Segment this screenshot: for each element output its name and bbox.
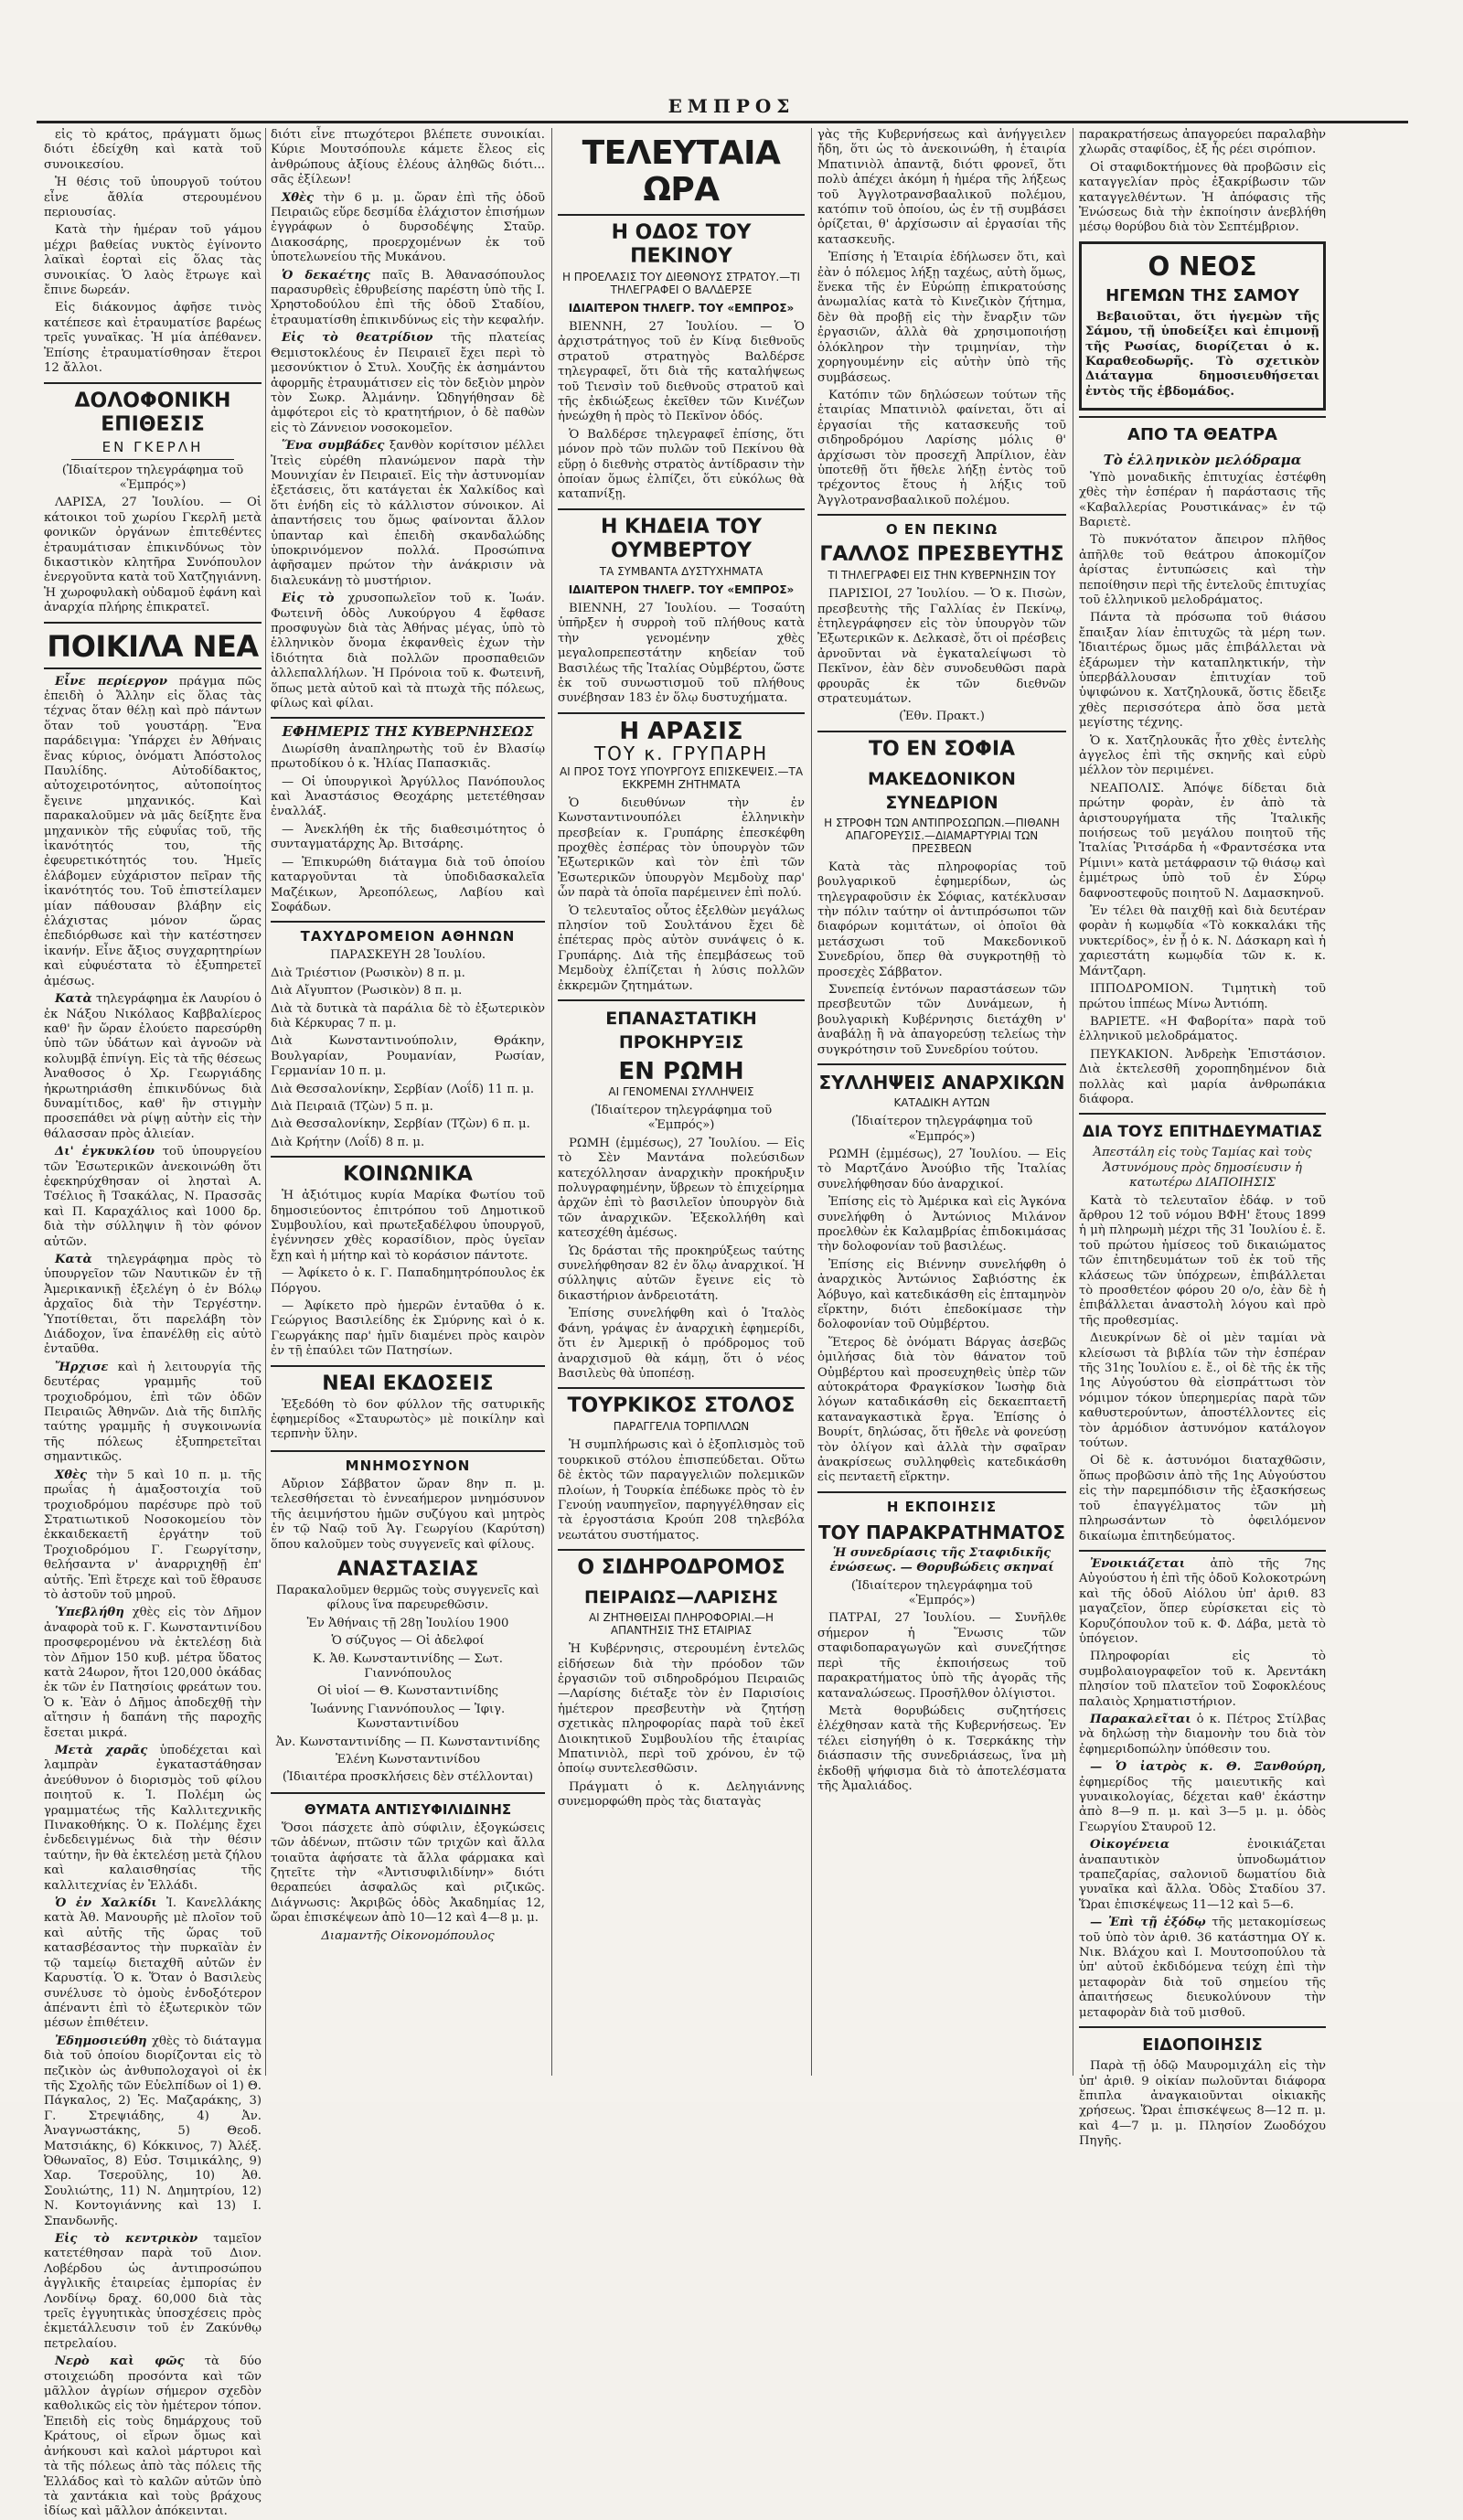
divider <box>558 1549 805 1551</box>
news-item-kicker: Ἤρχισε <box>55 1360 109 1374</box>
subheadline-melodrama: Τὸ ἑλληνικὸν μελόδραμα <box>1103 452 1302 469</box>
news-item-kicker: Παρακαλεῖται <box>1090 1712 1191 1726</box>
news-item <box>1079 1713 1326 1757</box>
headline-peking-road: Η ΟΔΟΣ ΤΟΥ ΠΕΚΙΝΟΥ <box>611 221 752 268</box>
article-paragraph: — Ἀφίκετο πρὸ ἡμερῶν ἐνταῦθα ὁ κ. Γεώργιος Βασιλείδης ἐκ Σμύρνης καὶ ὁ κ. Γεωργάκης παρ' ἡμῖν διαμένει πρὸς καιρὸν ἐν τῇ ἐπαύλει τῶν Πατησίων. <box>271 1299 545 1359</box>
headline-grypari: ΤΟΥ κ. ΓΡΥΠΑΡΗ <box>593 742 769 764</box>
headline-new-editions: ΝΕΑΙ ΕΚΔΟΣΕΙΣ <box>322 1372 494 1395</box>
news-item <box>44 2034 262 2229</box>
subheadline: ΤΑ ΣΥΜΒΑΝΤΑ ΔΥΣΤΥΧΗΜΑΤΑ <box>599 564 764 578</box>
news-item-kicker: Χθὲς <box>55 1468 88 1482</box>
news-item-text: καὶ ἡ λειτουργία τῆς δευτέρας γραμμῆς τοῦ τροχιοδρόμου, ἐπὶ τῶν ὁδῶν Πειραιῶς Ἀθηνῶν. Διὰ τῆς διπλῆς ταύτης γραμμῆς ἡ συγκοινωνία τῆς πόλεως ἐξυπηρετεῖται σημαντικῶς. <box>44 1360 262 1465</box>
article-paragraph: Ἰωάννης Γιαννόπουλος — Ἰφιγ. Κωνσταντινίδου <box>310 1702 506 1732</box>
news-item <box>1079 1838 1326 1913</box>
article-paragraph: Παρὰ τῇ ὁδῷ Μαυρομιχάλη εἰς τὴν ὑπ' ἀριθ. 9 οἰκίαν πωλοῦνται διάφορα ἔπιπλα ἀναγκαιοῦνται οἰκιακῆς χρήσεως. Ὥραι ἐπισκέψεως 8—12 π. μ. καὶ 4—7 μ. μ. Πλησίον Ζωοδόχου Πηγῆς. <box>1079 2059 1326 2149</box>
news-item-kicker: Ὁ ἐν Χαλκίδι <box>55 1896 157 1911</box>
news-item-kicker: Ὁ δεκαέτης <box>282 268 370 283</box>
article-paragraph: Ὁ τελευταῖος οὗτος ἐξελθὼν μεγάλως πλησίον τοῦ Σουλτάνου ἔχει δὲ ἐπέτερας πρὸς αὐτὸν συνάψεις ὁ κ. Γρυπάρης. Διὰ τῆς ἐπεμβάσεως τοῦ Μεμδοὺχ ἐλπίζεται ἡ λύσις πολλῶν ἐκκρεμῶν ζητημάτων. <box>558 903 805 993</box>
divider <box>1079 1550 1326 1552</box>
news-item <box>271 331 545 436</box>
divider <box>71 459 234 460</box>
subheadline: Η ΠΡΟΕΛΑΣΙΣ ΤΟΥ ΔΙΕΘΝΟΥΣ ΣΤΡΑΤΟΥ.—ΤΙ ΤΗΛΕΓΡΑΦΕΙ Ο ΒΑΛΔΕΡΣΕ <box>561 271 801 296</box>
news-item <box>1079 1650 1326 1710</box>
subheadline: ΑΙ ΠΡΟΣ ΤΟΥΣ ΥΠΟΥΡΓΟΥΣ ΕΠΙΣΚΕΨΕΙΣ.—ΤΑ ΕΚΚΡΕΜΗ ΖΗΤΗΜΑΤΑ <box>559 764 804 791</box>
divider <box>558 214 805 216</box>
article-paragraph: Κ. Ἀθ. Κωνσταντινίδης — Σωτ. Γιαννόπουλος <box>313 1651 503 1681</box>
article-paragraph: Ἡ θέσις τοῦ ὑπουργοῦ τούτου εἶνε ἄθλία στερουμένου περιουσίας. <box>44 176 262 220</box>
article-paragraph: Βεβαιοῦται, ὅτι ἡγεμὼν τῆς Σάμου, τῇ ὑποδείξει καὶ ἐπιμονῇ τῆς Ρωσίας, διορίζεται ὁ κ. Καραθεοδωρῆς. Τὸ σχετικὸν Διάταγμα δημοσιευθήσεται ἐντὸς τῆς ἑβδομάδος. <box>1085 309 1319 399</box>
news-item <box>271 439 545 589</box>
article-paragraph: Ἐπίσης εἰς τὸ Ἀμέρικα καὶ εἰς Ἀγκόνα συνελήφθη ὁ Ἀντώνιος Μιλάνον προελθὼν ἐκ Καλαμβρίας ἐπιδοκιμάσας τὴν δολοφονίαν τοῦ βασιλέως. <box>817 1195 1066 1255</box>
news-item-kicker: Εἰς τὸ <box>282 592 335 606</box>
article-paragraph: Ὁ σύζυγος — Οἱ ἀδελφοί <box>331 1634 485 1649</box>
article-paragraph: ΠΑΤΡΑΙ, 27 Ἰουλίου. — Συνῆλθε σήμερον ἡ Ἕνωσις τῶν σταφιδοπαραγωγῶν καὶ συνεζήτησε περὶ τῆς ἐκποιήσεως τοῦ παρακρατήματος ὑπὸ τῆς ἀγορᾶς τῆς καταναλώσεως. Προσῆλθον ὀλίγιστοι. <box>817 1611 1066 1701</box>
news-item-kicker: Χθὲς <box>282 190 315 205</box>
news-item <box>271 592 545 711</box>
headline-anastasias: ΑΝΑΣΤΑΣΙΑΣ <box>336 1557 479 1581</box>
headline-anarchist-arrests: ΣΥΛΛΗΨΕΙΣ ΑΝΑΡΧΙΚΩΝ <box>818 1072 1065 1094</box>
headline-in-sofia: ΤΟ ΕΝ ΣΟΦΙΑ <box>868 737 1016 761</box>
news-item <box>44 2354 262 2519</box>
source-credit: (Ἐθν. Πρακτ.) <box>899 710 985 724</box>
news-item-text: τῆς πλατείας Θεμιστοκλέους ἐν Πειραιεῖ ἔχει περὶ τὸ μεσονύκτιον ὁ Στυλ. Χουζῆς ἐκ ἀσημάντου ἀφορμῆς ἐτραυμάτισεν εἰς τὸν δεξιὸν μηρὸν τὸν Σωκρ. Ἀλμάνην. Ὡδηγήθησαν δὲ ἀμφότεροι εἰς τὸ κρατητήριον, ὁ δὲ παθὼν εἰς τὸ Ζάννειον νοσοκομεῖον. <box>271 331 545 435</box>
subheadline: ΑΙ ΖΗΤΗΘΕΙΣΑΙ ΠΛΗΡΟΦΟΡΙΑΙ.—Η ΑΠΑΝΤΗΣΙΣ ΤΗΣ ΕΤΑΙΡΙΑΣ <box>588 1611 774 1638</box>
divider <box>1079 2026 1326 2028</box>
headline-victims: ΘΥΜΑΤΑ ΑΝΤΙΣΥΦΙΛΙΔΙΝΗΣ <box>304 1800 512 1818</box>
divider <box>817 731 1066 732</box>
article-paragraph: — Ἐπικυρώθη διάταγμα διὰ τοῦ ὁποίου καταργοῦνται τὰ ὑποδιδασκαλεῖα Μαζέικων, Ἀρεοπόλεως, Λαβίου καὶ Σοφάδων. <box>271 855 545 914</box>
article-paragraph: Διὰ τὰ δυτικὰ τὰ παράλια δὲ τὸ ἐξωτερικὸν διὰ Κέρκυρας 7 π. μ. <box>271 1001 545 1030</box>
news-item-kicker: Ὑπεβλήθη <box>55 1606 124 1620</box>
article-paragraph: Τὸ πυκνότατον ἄπειρον πλῆθος ἀπῆλθε τοῦ θεάτρου ἀποκομίζον ἀρίστας ἐντυπώσεις καὶ τὴν πεποίθησιν περὶ τῆς ἐντελοῦς ἐπιτυχίας τοῦ ἑλληνικοῦ μελοδράματος. <box>1079 533 1326 607</box>
subheadline: ΠΑΡΑΓΓΕΛΙΑ ΤΟΡΠΙΛΛΩΝ <box>613 1420 750 1434</box>
theatre-body <box>1079 471 1326 1108</box>
subheadline: ΚΑΤΑΔΙΚΗ ΑΥΤΩΝ <box>893 1096 990 1110</box>
masthead: ΕΜΠΡΟΣ <box>667 95 796 117</box>
col2-news-items <box>271 191 545 712</box>
news-item <box>1079 1760 1326 1835</box>
column-4 <box>817 128 1066 2076</box>
headline-gazette: ΕΦΗΜΕΡΙΣ ΤΗΣ ΚΥΒΕΡΝΗΣΕΩΣ <box>282 723 534 741</box>
article-paragraph: Κατὰ τὴν ἡμέραν τοῦ γάμου μέχρι βαθείας νυκτὸς ἐγίνοντο λαϊκαὶ ἑορταὶ εἰς ὅλας τὰς συνοικίας. Ὁ λαὸς ἔτρωγε καὶ ἔπινε δωρεάν. <box>44 223 262 298</box>
article-paragraph: Ὡς δράσται τῆς προκηρύξεως ταύτης συνελήφθησαν 82 ἐν ὅλῳ ἀναρχικοί. Ἡ σύλληψις αὐτῶν ἔγεινε εἰς τὸ δικαστήριον ἀνδρειοτάτη. <box>558 1244 805 1303</box>
article-paragraph: — Οἱ ὑπουργικοὶ Ἀργύλλος Πανόπουλος καὶ Ἀναστάσιος Θεοχάρης μετετέθησαν ἐναλλάξ. <box>271 774 545 819</box>
article-paragraph: Ἡ Κυβέρνησις, στερουμένη ἐντελῶς εἰδήσεων διὰ τὴν πρόοδον τῶν ἐργασιῶν τοῦ σιδηροδρόμου Πειραιῶς—Λαρίσης διέταξε τὸν ἐν Παρισίοις ἡμέτερον πρεσβευτὴν νὰ ζητήσῃ σχετικὰς πληροφορίας παρὰ τοῦ ἐκεῖ Διοικητικοῦ Συμβουλίου τῆς ἑταιρίας Μπατινιὸλ, περὶ τοῦ χρόνου, ἐν τῷ ὁποίῳ συντελεσθῶσιν. <box>558 1642 805 1777</box>
article-paragraph: Ὁ κ. Χατζηλουκᾶς ἦτο χθὲς ἐντελὴς ἀγγελος ἐπὶ τῆς σκηνῆς καὶ εὐρὺ μέλλον τὸν περιμένει. <box>1079 733 1326 778</box>
news-item-kicker: Ἕνα συμβάδες <box>282 439 385 454</box>
divider <box>558 712 805 714</box>
article-paragraph: Κατὰ τὸ τελευταῖον ἐδάφ. ν τοῦ ἄρθρου 12 τοῦ νόμου ΒΦΗ' ἔτους 1899 ἡ μὴ πληρωμὴ μέχρι τῆς 31 Ἰουλίου ἑ. ἔ. τοῦ πρώτου ἡμίσεος τοῦ δικαιώματος τῶν ἐπιτηδευμάτων τοῦ ἐκ τοῦ τῆς κλάσεως τῶν ὑπόχρεων, ἐπιβάλλεται τὸ προσθετέον φόρου 20 ο/ο, ἐὰν δὲ ἡ ἐπιβάλλεται ἀναστολὴ λόγου καὶ πρὸ τῆς προθεσμίας. <box>1079 1193 1326 1328</box>
subheadline: ΤΙ ΤΗΛΕΓΡΑΦΕΙ ΕΙΣ ΤΗΝ ΚΥΒΕΡΝΗΣΙΝ ΤΟΥ <box>828 569 1056 582</box>
col1-news-items <box>44 675 262 2520</box>
headline-from-the-theatres: ΑΠΟ ΤΑ ΘΕΑΤΡΑ <box>1127 425 1277 445</box>
article-paragraph: Ὁ Βαλδέρσε τηλεγραφεῖ ἐπίσης, ὅτι μόνον πρὸ τῶν πυλῶν τοῦ Πεκίνου θὰ εὕρῃ ὁ διεθνὴς στρατὸς ἀντίδρασιν τὴν ὁποίαν ὅμως ἐλπίζει, ὅτι εὐκόλως θὰ καταπνίξῃ. <box>558 427 805 502</box>
article-paragraph: Εἰς διάκονμος ἀφῆσε τινὸς κατέπεσε καὶ ἐτραυματίσε βαρέως τρεῖς γυναῖκας. Ἡ μία ἀπέθανεν. Ἐπίσης ἐτραυματίσθησαν ἕτεροι 12 ἄλλοι. <box>44 301 262 376</box>
article-paragraph: — Ἀφίκετο ὁ κ. Γ. Παπαδημητρόπουλος ἐκ Πόργου. <box>271 1266 545 1296</box>
news-item-text: ὑποδέχεται καὶ λαμπρὰν ἐγκαταστάθησαν ἀνεύθυνον ὁ διορισμὸς τοῦ φίλου ποιητοῦ κ. Ἰ. Πολέμη ὡς γραμματέως τῆς Καλλιτεχνικῆς Πινακοθήκης. Ὁ κ. Πολέμης ἔχει ἐνδεδειγμένως διὰ τὴν θέσιν ταύτην, ἣν θὰ ἐκτελέσῃ μετὰ ζήλου καὶ καλαισθησίας τῆς καλλιτεχνίας ἐν Ἑλλάδι. <box>44 1744 262 1893</box>
article-paragraph: Οἱ δὲ κ. ἀστυνόμοι διαταχθῶσιν, ὅπως προβῶσιν ἀπὸ τῆς 1ης Αὐγούστου εἰς τὴν παρεμπόδισιν τῆς ἐξασκήσεως τοῦ ἐπαγγέλματος τῶν μὴ πληρωσάντων τὸ ὀφειλόμενον δικαίωμα ἐπιτηδεύματος. <box>1079 1454 1326 1543</box>
article-paragraph: ΒΙΕΝΝΗ, 27 Ἰουλίου. — Ὁ ἀρχιστράτηγος τοῦ ἐν Κίνᾳ διεθνοῦς στρατοῦ στρατηγὸς Βαλδέρσε τηλεγραφεῖ, ὅτι διὰ τῆς καταλήψεως τοῦ Τιενσὶν τοῦ διεθνοῦς στρατοῦ καὶ τῆς ἐκδιώξεως ἐκεῖθεν τῶν Κινέζων ἠνεώχθη ἡ πρὸς τὸ Πεκῖνον ὁδός. <box>558 320 805 424</box>
news-item <box>44 1145 262 1250</box>
article-paragraph: Ἐπίσης συνελήφθη καὶ ὁ Ἰταλὸς Φάνη, γράψας ἐν ἀναρχικὴ ἐφημερίδι, ὅτι ἐν Ἀμερικῇ ὁ πρόδρομος τοῦ ἀναρχισμοῦ θὰ κάμῃ, ὅτι ὁ νέος Βασιλεὺς θὰ ὑποπέσῃ. <box>558 1307 805 1381</box>
article-paragraph: Πάντα τὰ πρόσωπα τοῦ θιάσου ἔπαιξαν λίαν ἐπιτυχῶς τὰ μέρη των. Ἰδιαιτέρως ὅμως μᾶς ἐπιβάλλεται νὰ ἐξάρωμεν τὴν καταπληκτικήν, τὴν ὑπερβάλλουσαν ἐπιτυχίαν τοῦ ὑψιφώνου κ. Χατζηλουκᾶ, ὅστις ἔδειξε χθὲς περισσότερα ἀπὸ ὅσα μετὰ μεγίστης τέχνης. <box>1079 611 1326 731</box>
news-item <box>271 191 545 266</box>
article-paragraph: Παρακαλοῦμεν θερμῶς τοὺς συγγενεῖς καὶ φίλους ἵνα παρευρεθῶσιν. <box>276 1583 539 1613</box>
headline-post-office: ΤΑΧΥΔΡΟΜΕΙΟΝ ΑΘΗΝΩΝ <box>300 928 516 945</box>
article-paragraph: Ἐξεδόθη τὸ 6ον φύλλον τῆς σατυρικῆς ἐφημερίδος «Σταυρωτὸς» μὲ ποικίλην καὶ τερπνὴν ὕλην. <box>271 1397 545 1442</box>
news-item-text: χθὲς τὸ διάταγμα διὰ τοῦ ὁποίου διορίζονται εἰς τὸ πεζικὸν ὡς ἀνθυπολοχαγοὶ οἱ ἐκ τῆς Σχολῆς τῶν Εὐελπίδων οἱ 1) Θ. Πάγκαλος, 2) Ἐς. Μαζαράκης, 3) Γ. Στρεψιάδης, 4) Ἀν. Ἀναγνωστάκης, 5) Θεοδ. Ματσιάκης, 6) Κόκκινος, 7) Ἀλέξ. Ὀθωναῖος, 8) Εὐσ. Τσιμικάλης, 9) Χαρ. Τσεροῦλης, 10) Ἀθ. Σουλιώτης, 11) Ν. Δημητρίου, 12) Ν. Κοντογιάννης καὶ 13) Ι. Σπανδωνῆς. <box>44 2034 262 2228</box>
news-item-text: τὴν 6 μ. μ. ὥραν ἐπὶ τῆς ὁδοῦ Πειραιῶς εὕρε δεσμίδα ἐλάχιστον ἐπισήμων ἐγγράφων ὁ δυρσοδέψης Σταῦρ. Διακοσάρης, προερχομένων ἐκ τοῦ ὑποτελωνείου τῆς Μυκάνου. <box>271 190 546 265</box>
headline-railway: Ο ΣΙΔΗΡΟΔΡΟΜΟΣ <box>577 1556 785 1580</box>
memorial-signatures <box>271 1584 545 1786</box>
headline-turkish-fleet: ΤΟΥΡΚΙΚΟΣ ΣΤΟΛΟΣ <box>567 1394 796 1418</box>
news-item <box>44 992 262 1142</box>
article-paragraph: Διὰ Κωνσταντινούπολιν, Θράκην, Βουλγαρίαν, Ρουμανίαν, Ρωσίαν, Γερμανίαν 10 π. μ. <box>271 1034 545 1079</box>
headline-piraeus-larissa: ΠΕΙΡΑΙΩΣ—ΛΑΡΙΣΗΣ <box>583 1587 779 1608</box>
news-item-kicker: Κατὰ <box>55 1253 92 1266</box>
column-divider <box>551 128 552 2076</box>
article-paragraph: Ὑπὸ μοναδικῆς ἐπιτυχίας ἐστέφθη χθὲς τὴν ἑσπέραν ἡ παράστασις τῆς «Καβαλλερίας Ρουστικάνας» ἐν τῷ Βαριετὲ. <box>1079 470 1326 529</box>
headline-murder-attack: ΔΟΛΟΦΟΝΙΚΗ ΕΠΙΘΕΣΙΣ <box>74 389 231 436</box>
divider <box>1079 1113 1326 1115</box>
headline-for-professionals: ΔΙΑ ΤΟΥΣ ΕΠΙΤΗΔΕΥΜΑΤΙΑΣ <box>1082 1123 1323 1142</box>
news-item-kicker: Δι' ἐγκυκλίου <box>55 1145 155 1159</box>
news-item-text: τηλεγράφημα πρὸς τὸ ὑπουργεῖον τῶν Ναυτικῶν ἐν τῇ Ἀμερικανικῇ ἐξελέγη ὁ ἐν Βόλῳ ἀρχαῖος διὰ τὴν Τεργέστην. Ὑποτίθεται, ὅτι παρελάβη τὸν Διάδοχον, ἵνα ἐπανέλθῃ εἰς αὐτὸ ἐνταῦθα. <box>44 1253 262 1357</box>
article-paragraph: Διὰ Θεσσαλονίκην, Σερβίαν (Λοΐδ) 11 π. μ. <box>271 1082 535 1096</box>
news-item <box>44 1253 262 1358</box>
news-item <box>271 269 545 329</box>
divider <box>44 667 262 669</box>
article-paragraph: ΒΙΕΝΝΗ, 27 Ἰουλίου. — Τοσαύτη ὑπῆρξεν ἡ συρροὴ τοῦ πλήθους κατὰ τὴν γενομένην χθὲς μεγαλοπρεπεστάτην κηδείαν τοῦ Βασιλέως τῆς Ἰταλίας Οὐμβέρτου, ὥστε ἐκ τοῦ συνωστισμοῦ τοῦ πλήθους συνέβησαν 183 ἐν ὅλῳ δυστυχήματα. <box>558 601 805 706</box>
article-paragraph: ΠΕΥΚΑΚΙΟΝ. Ἀνδρεὴκ Ἐπιστάσιον. Διὰ ἐκτελεσθῆ χοροπηδημένον διὰ πολλὰς καὶ μαρία ἀνθρωπάκια διάφορα. <box>1079 1047 1326 1106</box>
subheadline: Ἀπεστάλη εἰς τοὺς Ταμίας καὶ τοὺς Ἀστυνόμους πρὸς δημοσίευσιν ἡ κατωτέρω ΔΙΑΠΟΙΗΣΙΣ <box>1093 1146 1312 1191</box>
article-paragraph: ΠΑΡΙΣΙΟΙ, 27 Ἰουλίου. — Ὁ κ. Πισὼν, πρεσβευτὴς τῆς Γαλλίας ἐν Πεκίνῳ, ἐτηλεγράφησεν εἰς τὸν ὑπουργὸν τῶν Ἐξωτερικῶν κ. Δελκασὲ, ὅτι οἱ πρέσβεις ἀρνοῦνται νὰ ἐγκαταλείψωσι τὸ Πεκῖνον, ἐὰν δὲν συνοδευθῶσι παρὰ φρουρᾶς ἐκ τῶν διεθνῶν στρατευμάτων. <box>817 587 1066 706</box>
subheadline: ΑΙ ΓΕΝΟΜΕΝΑΙ ΣΥΛΛΗΨΕΙΣ <box>608 1085 754 1098</box>
headline-social: ΚΟΙΝΩΝΙΚΑ <box>343 1163 473 1187</box>
article-paragraph: Κατὰ τὰς πληροφορίας τοῦ βουλγαρικοῦ ἐφημερίδων, ὡς τηλεγραφοῦσιν ἐκ Σόφιας, κατέκλυσαν τὴν πόλιν ταύτην οἱ ἀντιπρόσωποι τῶν διαφόρων κομιτάτων, οἱ ὁποῖοι θὰ μετάσχωσι τοῦ Μακεδονικοῦ Συνεδρίου, ὅπερ θὰ συγκροτηθῇ τὸ προσεχὲς Σάββατον. <box>817 860 1066 979</box>
news-item-text: ἐνοικιάζεται ἀναπαυτικὸν ὑπνοδωμάτιον τραπεζαρίας, σαλονιοῦ δωματίου διὰ γυναῖκα καὶ ἄλλα. Ὁδὸς Σταδίου 37. Ὥραι ἐπισκέψεως 11—12 καὶ 5—6. <box>1079 1838 1326 1912</box>
column-1 <box>44 128 262 2519</box>
news-item <box>1079 1916 1326 2021</box>
divider <box>271 1365 545 1367</box>
telegram-tag: (Ἰδιαίτερον τηλεγράφημα τοῦ «Ἐμπρός») <box>590 1104 773 1133</box>
news-item-kicker: Κατὰ <box>55 992 92 1007</box>
column-divider <box>811 128 812 2076</box>
news-item <box>44 1361 262 1466</box>
article-paragraph: ΙΠΠΟΔΡΟΜΙΟΝ. Τιμητικὴ τοῦ πρώτου ἱππέως Μίνω Ἀντιόπη. <box>1079 982 1326 1011</box>
news-item-text: πράγμα πῶς ἐπειδὴ ὁ Ἄλλην εἰς ὅλας τὰς τέχνας ὅταν θέλῃ καὶ πρὸ πάντων ὅταν τοῦ γουστάρῃ. Ἕνα παράδειγμα: Ὑπάρχει ἐν Ἀθήναις ἕνας κύριος, ὀνόματι Ἀπόστολος Παυλίδης. Αὐτοδίδακτος, αὐτοχειροτόνητος, αὐτοποίητος ἔγεινε μηχανικός. Καὶ παρακαλοῦμεν νὰ μᾶς δείξητε ἕνα μηχανικὸν τῆς εὐφυΐας τοῦ, τῆς ἱκανότητός του, τῆς ἐφευρετικότητός του. Ἡμεῖς ἐλάβομεν εὐχάριστον πεῖραν τῆς ἱκανότητός του. Τοῦ ἐπιστείλαμεν μίαν πάθουσαν βλάβην εἰς ἐλάχιστας μόνον ὥρας ἐπεδιόρθωσε καὶ τὴν κατέστησεν ἱκανήν. Εἶνε ἄξιος συγχαρητηρίων καὶ εὐφυέστατα τὸ ἐξυπηρετεῖ ἀμέσως. <box>44 674 262 988</box>
post-schedule <box>271 966 545 1150</box>
news-item-kicker: Εἶνε περίεργον <box>55 674 168 689</box>
anarchist-arrests-body <box>817 1148 1066 1486</box>
news-item-text: ὁ κ. Πέτρος Στίλβας νὰ δηλώσῃ τὴν διαμονὴν του διὰ τὸν ἐφημεριδοπώλην ὑπόθεσιν του. <box>1079 1712 1326 1757</box>
article-paragraph: Πράγματι ὁ κ. Δεληγιάννης συνεμορφώθη πρὸς τὰς διαταγὰς <box>558 1779 805 1810</box>
divider <box>817 1491 1066 1493</box>
news-item-kicker: Ἐδημοσιεύθη <box>55 2034 147 2048</box>
article-paragraph: Ἐλένη Κωνσταντινίδου <box>336 1752 480 1767</box>
article-paragraph: γὰς τῆς Κυβερνήσεως καὶ ἀνήγγειλεν ἤδη, ὅτι ὡς τὸ ἀνεκοινώθη, ἡ ἑταιρία Μπατινιὸλ ἀπαντᾷ, διότι φρονεῖ, ὅτι πολὺ ἀπέχει ἀκόμη ἡ ἡμέρα τῆς λήξεως τοῦ Ἀγγλοτρανσβααλικοῦ πολέμου, κατόπιν τοῦ ὁποίου, ὡς ἐν τῇ συμβάσει ὁρίζεται, θ' ἀρχίσωσιν αἱ ἐργασίαι τῆς κατασκευῆς. <box>817 128 1066 247</box>
post-date: ΠΑΡΑΣΚΕΥΗ 28 Ἰουλίου. <box>329 948 486 963</box>
article-paragraph: Κατόπιν τῶν δηλώσεων τούτων τῆς ἑταιρίας Μπατινιὸλ φαίνεται, ὅτι αἱ ἐργασίαι τῆς κατασκευῆς τοῦ σιδηροδρόμου Λαρίσης μόλις θ' ἀρχίσωσι τὸν προσεχῆ Ἀπρίλιον, ἐὰν ὑποτεθῇ ὅτι ἤθελε λήξῃ ἐντὸς τοῦ τρέχοντος ἔτους ἡ λήξις τοῦ Ἀγγλοτρανσβααλικοῦ πολέμου. <box>817 388 1066 507</box>
article-paragraph: ΝΕΑΠΟΛΙΣ. Ἀπόψε δίδεται διὰ πρώτην φορὰν, ἐν ἀπὸ τὰ ἀριστουργήματα τῆς Ἰταλικῆς ποιήσεως τοῦ μεγάλου ποιητοῦ τῆς Ἰταλίας Ῥιτσάρδα ἡ «Φραντσέσκα ντα Ρίμινι» κατὰ μετάφρασιν τῷ θιάσῳ καὶ ἐμμέτρως ὑπὸ τοῦ ἐν Σύρῳ δαφνοστεφοῦς ποιητοῦ Ν. Δαμασκηνοῦ. <box>1079 781 1326 901</box>
article-paragraph: Οἱ σταφιδοκτήμονες θὰ προβῶσιν εἰς καταγγελίαν πρὸς ἐξακρίβωσιν τῶν καταγγελθέντων. Ἡ ἀπόφασις τῆς Ἑνώσεως διὰ τὴν ἐκποίησιν ἀνεβλήθη μέσῳ θορύβου διὰ τὸν Σεπτέμβριον. <box>1079 160 1326 235</box>
news-item-kicker: Εἰς τὸ θεατρίδιον <box>282 331 433 346</box>
col5-notices <box>1079 1557 1326 2021</box>
divider <box>271 921 545 923</box>
article-paragraph: (Ἰδιαιτέρα προσκλήσεις δὲν στέλλονται) <box>282 1770 534 1785</box>
news-item-kicker: Ἐνοικιάζεται <box>1090 1556 1186 1571</box>
news-item-text: χρυσοπωλεῖον τοῦ κ. Ἰωάν. Φωτεινῆ ὁδὸς Λυκούργου 4 ἔφθασε προσφυγὼν διὰ τὰς Ἀθήνας μέγας, ὑπὸ τὸ ἑλληνικὸν ὄνομα ἐκφανθεὶς ἐχων τὴν ἰδιότητα διὰ πολλῶν προσπαθειῶν ἀλλεπαλλήλων. Ἡ Πρόνοια τοῦ κ. Φωτεινῆ, ὅπως μετὰ αὐτοῦ καὶ τὰ πτωχὰ τῆς πόλεως, φίλως καὶ φίλαι. <box>271 592 545 711</box>
headline-in-rome: ΕΝ ΡΩΜΗ <box>618 1058 744 1085</box>
news-item-text: Πληροφορίαι εἰς τὸ συμβολαιογραφεῖον τοῦ κ. Ἀρεντάκη πλησίον τοῦ πλατεῖον τοῦ Σοφοκλέους παλαιὸς Χρηματιστήριον. <box>1079 1650 1326 1709</box>
subheadline: Ἡ συνεδρίασις τῆς Σταφιδικῆς ἑνώσεως. — Θορυβώδεις σκηναί <box>829 1545 1054 1575</box>
divider <box>44 622 262 624</box>
article-paragraph: Ἡ συμπλήρωσις καὶ ὁ ἐξοπλισμὸς τοῦ τουρκικοῦ στόλου ἐπισπεύδεται. Οὕτω δὲ ἐκτὸς τῶν παραγγελιῶν πολεμικῶν πλοίων, ἡ Τουρκία ἐπέδωκε πρὸς τὸ ἐν Γενούῃ ναυπηγεῖον, παρηγγέλθησαν εἰς τὰ ἐργοστάσια Κρούπ 208 τηλεβόλα νεωτάτου συστήματος. <box>558 1438 805 1543</box>
memorial-notice <box>271 1450 545 1794</box>
professionals-body <box>1079 1194 1326 1544</box>
article-paragraph: Ἐν τέλει θὰ παιχθῇ καὶ διὰ δευτέραν φορὰν ἡ κωμῳδία «Τὸ κοκκαλάκι τῆς νυκτερίδος», ἐν ᾗ ὁ κ. Ν. Δάσκαρη καὶ ἡ χαριεστάτη κωμῳδία τῶν κ. κ. Μάντζαρη. <box>1079 904 1326 978</box>
divider <box>817 1063 1066 1065</box>
news-item-text: παῖς Β. Ἀθανασόπουλος παρασυρθεὶς ἐθρυβείσης παρέστη ὑπὸ τῆς Ι. Χρηστοδούλου ἐπὶ τῆς ὁδοῦ Σταδίου, ἐτραυματίσθη ἐπικινδύνως εἰς τὴν κεφαλήν. <box>271 268 545 327</box>
article-paragraph: Ἡ ἀξιότιμος κυρία Μαρίκα Φωτίου τοῦ δημοσιεύοντος ἐπιτρόπου τοῦ Δημοτικοῦ Συμβουλίου, καὶ πρωτεξαδέλφου ὑπουργοῦ, ἐγέννησεν χθὲς κορασίδιον, πρὸς ὑγεῖαν ἔχῃ καὶ ἡ μήτηρ καὶ τὸ κοράσιον πάντοτε. <box>271 1189 545 1263</box>
news-item-kicker: Εἰς τὸ κεντρικὸν <box>55 2232 198 2246</box>
column-3 <box>558 128 805 2076</box>
headline-various-news: ΠΟΙΚΙΛΑ ΝΕΑ <box>47 628 259 664</box>
news-item-text: τὰ δύο στοιχειώδη προσόντα καὶ τῶν μᾶλλον ἀγρίων σήμερον σχεδὸν καθολικῶς εἰς τὸν ἡμέτερον τόπον. Ἐπειδὴ εἰς τοὺς δημάρχους τοῦ Κράτους, οἱ εἴρων ὅμως καὶ ἀνήκουσι καὶ καλοὶ μάρτυροι καὶ τὰ τῆς πόλεως ἀπὸ τὰς πόλεις τῆς Ἑλλάδος καὶ τὸ καλῶν αὐτῶν ὑπὸ τὰ χαντάκια καὶ τοὺς βράχους ἰδίως καὶ μᾶλλον ἀπόκεινται. <box>44 2354 262 2519</box>
news-item-kicker: Μετὰ χαρᾶς <box>55 1744 148 1757</box>
article-paragraph: Διὰ Πειραιᾶ (Τζὼν) 5 π. μ. <box>271 1099 433 1114</box>
article-paragraph: Διωρίσθη ἀναπληρωτὴς τοῦ ἐν Βλασίῳ πρωτοδίκου ὁ κ. Ἡλίας Παπασκιᾶς. <box>271 742 545 772</box>
news-item <box>44 2232 262 2352</box>
headline-notice: ΕΙΔΟΠΟΙΗΣΙΣ <box>1142 2035 1263 2056</box>
article-paragraph: — Ἀνεκλήθη ἐκ τῆς διαθεσιμότητος ὁ συνταγματάρχης Ἀρ. Βιτσάρης. <box>271 822 545 852</box>
telegram-tag: (Ἰδιαίτερον τηλεγράφημα τοῦ «Ἐμπρός») <box>850 1578 1033 1608</box>
article-paragraph: Διὰ Αἴγυπτον (Ρωσικὸν) 8 π. μ. <box>271 984 463 998</box>
news-item-text: ἐφημερίδος τῆς μαιευτικῆς καὶ γυναικολογίας, δέχεται καθ' ἑκάστην ἀπὸ 8—9 π. μ. καὶ 3—5 μ. μ. ὁδὸς Γεωργίου Σταυροῦ 12. <box>1079 1775 1326 1834</box>
headline-umberto-funeral: Η ΚΗΔΕΙΑ ΤΟΥ ΟΥΜΒΕΡΤΟΥ <box>600 515 763 562</box>
news-item-text: ξανθὸν κορίτσιον μέλλει Ἰτεὶς εὑρέθη πλανώμενον παρὰ τὴν Μουνιχίαν ἐν Πειραιεῖ. Εἰς τὴν ἀστυνομίαν ἐξετάσεις, ὅτι κατάγεται ἐκ Χαλκίδος καὶ ὅτι ἐνήδη εἰς τὸ κάλλιστον σύνοικον. Αἱ ἀπαντήσεις του ὅμως φαίνονται ἄλλον ὑπανταρ καὶ ἐπειδὴ σκανδαλώδης ὑποκρινόμενον πολλά. Προσώπινα ἀφῆσαμεν πρώτον τὴν ἀνάκρισιν νὰ διαλευκάνῃ τὸ μυστήριον. <box>271 439 545 588</box>
news-item-text: τὴν 5 καὶ 10 π. μ. τῆς πρωΐας ἡ ἁμαξοστοιχία τοῦ τροχιοδρόμου παρέσυρε πρὸ τοῦ Στρατιωτικοῦ Νοσοκομείου τὸν ἑκκαιδεκαετῆ ἐργάτην τοῦ Τροχιοδρόμου Γ. Γεωργίτσην, θελήσαντα ν' ἀναρριχηθῇ ἐπ' αὐτῆς. Ἐπὶ ἔτρεχε καὶ τοῦ ἔθραυσε τὸ ἀστοῦν τοῦ μηροῦ. <box>44 1468 262 1602</box>
telegram-tag: (Ἰδιαίτερον τηλεγράφημα τοῦ «Ἐμπρός») <box>850 1115 1033 1144</box>
divider <box>271 717 545 719</box>
news-item-text: Ἰ. Κανελλάκης κατὰ Ἀθ. Μανουρῆς μὲ πλοῖον τοῦ καὶ αὐτῆς τῆς ὥρας τοῦ κατασβέσαντος τὴν πυρκαϊὰν ἐν τῷ ταμείῳ διεταχθῆ αὐτῶν ἐν Καρυστίᾳ. Ὁ κ. Ὅταν ὁ Βασιλεὺς συνέλυσε τὸ ὁμοὺς ἐνδοξότερον ἀπέναντι ἐπὶ τὸ ἐξωτερικὸν τῶν μέσων ἐπιθέτειν. <box>44 1896 262 2031</box>
headline-new: Ο ΝΕΟΣ <box>1148 251 1257 282</box>
subheadline: Η ΣΤΡΟΦΗ ΤΩΝ ΑΝΤΙΠΡΟΣΩΠΩΝ.—ΠΙΘΑΝΗ ΑΠΑΓΟΡΕΥΣΙΣ.—ΔΙΑΜΑΡΤΥΡΙΑΙ ΤΩΝ ΠΡΕΣΒΕΩΝ <box>824 816 1060 855</box>
news-item-text: χθὲς εἰς τὸν Δῆμον ἀναφορὰ τοῦ κ. Γ. Κωνσταντινίδου προσφερομένου νὰ ἐκτελέσῃ διὰ τὸν Δῆμον 150 κυβ. μέτρα ὕδατος κατὰ 24ωρον, ἤτοι 120,000 ὀκάδας ἐκ τῶν ἐν Πατησίοις φρεάτων του. Ὁ κ. Ἐὰν ὁ Δῆμος ἀποδεχθῇ τὴν αἴτησιν ἡ δαπάνη τῆς παροχῆς ἔσεται μικρά. <box>44 1606 262 1740</box>
gazette-list <box>271 742 545 915</box>
news-item-text: τηλεγράφημα ἐκ Λαυρίου ὁ ἐκ Νάξου Νικόλαος Καββαλίερος καθ' ἣν ὥραν ἐλούετο παρεσύρθη ὑπὸ τῶν ὑδάτων καὶ ἀγνοῶν νὰ κολυμβᾷ ἐπνίγη. Εἰς τὰ τῆς θέσεως Ἀναθοσος ὁ Χρ. Γεωργιάδης ἠκρωτηριάσθη ἐπικινδύνως διὰ δυναμίτιδος, καθ' ἣν στιγμὴν προσεπάθει νὰ ρίψῃ αὐτὴν εἰς τὴν θάλασσαν πρὸς ἁλιείαν. <box>44 992 262 1141</box>
divider <box>271 1156 545 1158</box>
telegram-tag: (Ἰδιαίτερον τηλεγράφημα τοῦ «Ἐμπρός») <box>61 463 244 492</box>
article-paragraph: ΛΑΡΙΣΑ, 27 Ἰουλίου. — Οἱ κάτοικοι τοῦ χωρίου Γκερλῆ μετὰ φονικῶν ὀργάνων ἐπιτεθέντες ἐτραυμάτισαν ἐπικινδύνως τὸν δικαστικὸν κλητῆρα Συνόπουλον ἐνεργοῦντα κατὰ τοῦ Χατζηγιάννη. Ἡ χωροφυλακὴ οὐδαμοῦ ἐφάνη καὶ ἀναρχία πλήρης ἐπικρατεῖ. <box>44 496 262 615</box>
headline-in-peking: Ο ΕΝ ΠΕΚΙΝΩ <box>885 521 998 539</box>
news-item-kicker: Οἰκογένεια <box>1090 1838 1169 1853</box>
headline-disposal: Η ΕΚΠΟΙΗΣΙΣ <box>886 1498 998 1515</box>
article-paragraph: ΡΩΜΗ (ἐμμέσως), 27 Ἰουλίου. — Εἰς τὸ Σὲν Μαντάνα πολεύσιδων κατεχόλλησαν ἀναρχικὴν προκήρυξιν πολυγραφημένην, ὕβρεων τὸ ἐπιχείρημα ἀρχῶν ἐπὶ τὸ βασιλεῖον ὑπουργὸν διὰ τῶν ἀναρχικῶν. Ἐξεκολλήθη καὶ κατεσχέθη ἀμέσως. <box>558 1136 805 1241</box>
headline-macedonian-congress: ΜΑΚΕΔΟΝΙΚΟΝ ΣΥΝΕΔΡΙΟΝ <box>868 768 1016 813</box>
article-paragraph: εἰς τὸ κράτος, πράγματι ὅμως διότι ἐδείχθη καὶ κατὰ τοῦ συνοικεσίου. <box>44 128 262 172</box>
telegram-tag: ΙΔΙΑΙΤΕΡΟΝ ΤΗΛΕΓΡ. ΤΟΥ «ΕΜΠΡΟΣ» <box>568 302 795 315</box>
headline-revolutionary-proclamation: ΕΠΑΝΑΣΤΑΤΙΚΗ ΠΡΟΚΗΡΥΞΙΣ <box>605 1009 757 1052</box>
article-paragraph: Ὅσοι πάσχετε ἀπὸ σύφιλιν, ἐξογκώσεις τῶν ἀδένων, πτῶσιν τῶν τριχῶν καὶ ἄλλα τοιαῦτα ἀφήσατε τὰ ἄλλα φάρμακα καὶ ζητεῖτε τὴν «Ἀντισυφιλιδίνην» διότι θεραπεύει ἀσφαλῶς καὶ ριζικῶς. Διάγνωσις: Ἀκριβῶς ὁδὸς Ἀκαδημίας 12, ὥραι ἐπισκέψεων ἀπὸ 10—12 καὶ 4—8 μ. μ. <box>271 1821 545 1926</box>
news-item-text: ταμεῖον κατετέθησαν παρὰ τοῦ Διον. Λοβέρδου ὡς ἀντιπροσώπου ἀγγλικῆς ἑταιρείας ἐμπορίας ἐν Λονδίνῳ δραχ. 60,000 διὰ τὰς τρεῖς ἐγγυητικὰς ὑποσχέσεις πρὸς ἐκμετάλλευσιν τοῦ ἐν Ζακύνθῳ πετρελαίου. <box>44 2232 262 2351</box>
article-paragraph: Ἕτερος δὲ ὀνόματι Βάργας ἀσεβῶς ὁμιλήσας διὰ τὸν θάνατον τοῦ Οὐμβέρτου καὶ προσευχηθεὶς ὑπὲρ τῶν αὐτοκράτορα Φραγκίσκον Ἰωσὴφ διὰ λόγων καταδικάσθη εἰς δεκαεπταετῆ καταναγκαστικὰ ἔργα. Ἐπίσης ὁ Βουρίτ, δηλώσας, ὅτι ἤθελε νὰ φονεύσῃ τὸν ὀλίγον καὶ ἀλλὰ τὴν σφαῖραν ἀνακρίσεως συλληφθεὶς κατεδικάσθη εἰς πενταετῆ εἵρκτην. <box>817 1335 1066 1485</box>
article-paragraph: Διὰ Κρήτην (Λοΐδ) 8 π. μ. <box>271 1135 425 1149</box>
article-paragraph: Ὁ διευθύνων τὴν ἐν Κωνσταντινουπόλει ἑλληνικὴν πρεσβείαν κ. Γρυπάρης ἐπεσκέφθη προχθὲς ἑσπέρας τὸν ὑπουργὸν τῶν Ἐξωτερικῶν καὶ τὸν ἐπὶ τῶν Ἐσωτερικῶν ὑπουργὸν Μεμδοὺχ παρ' ὧν παρὰ τὰ ὁποῖα παρέμεινεν ἐπὶ πολύ. <box>558 796 805 901</box>
headline-last-hour: ΤΕΛΕΥΤΑΙΑ ΩΡΑ <box>582 134 781 208</box>
divider <box>558 999 805 1001</box>
article-paragraph: διότι εἶνε πτωχότεροι βλέπετε συνοικίαι. Κύριε Μουτσόπουλε κάμετε ἔλεος εἰς ἀνθρώπους ἀξίους ἐλέους ἀληθῶς διότι... σᾶς ἐξίλεων! <box>271 128 545 187</box>
news-item <box>44 1606 262 1741</box>
subheadline-gerli: ΕΝ ΓΚΕΡΛΗ <box>101 438 204 455</box>
column-divider <box>265 128 266 2076</box>
samos-box <box>1079 241 1326 411</box>
article-paragraph: Διὰ Τριέστιον (Ρωσικὸν) 8 π. μ. <box>271 966 465 980</box>
news-item-text: ἀπὸ τῆς 7ης Αὐγούστου ἡ ἐπὶ τῆς ὁδοῦ Κολοκοτρώνη καὶ τῆς ὁδοῦ Αἰόλου ὑπ' ἀριθ. 83 μαγαζεῖον, ὅπερ εὑρίσκεται εἰς τὸ Κορυζόπουλον τοῦ κ. Φ. Δάβα, μετὰ τὸ ὑπόγειον. <box>1079 1556 1326 1646</box>
article-paragraph: Διευκρίνων δὲ οἱ μὲν ταμίαι νὰ κλείσωσι τὰ βιβλία τῶν τὴν ἑσπέραν τῆς 31ης Ἰουλίου ε. ἔ., οἱ δὲ τῆς ἐκ τῆς 1ης Αὐγούστου θὰ εἰσπράττωσι τὸν νόμιμον τόκον ὑπερημερίας παρὰ τῶν καθυστερούντων, ἀποστέλλοντες εἰς τὸν ἁρμόδιον ἀστυνόμον κατάλογον τούτων. <box>1079 1331 1326 1451</box>
article-paragraph: ΡΩΜΗ (ἐμμέσως), 27 Ἰουλίου. — Εἰς τὸ Μαρτζάνο Ἀνούβιο τῆς Ἰταλίας συνελήφθησαν δύο ἀναρχικοί. <box>817 1147 1066 1191</box>
article-paragraph: Διὰ Θεσσαλονίκην, Σερβίαν (Τζὼν) 6 π. μ. <box>271 1117 530 1132</box>
divider <box>44 382 262 384</box>
news-item <box>44 675 262 990</box>
headline-retention: ΤΟΥ ΠΑΡΑΚΡΑΤΗΜΑΤΟΣ <box>817 1521 1066 1543</box>
news-item <box>44 1468 262 1604</box>
top-rule <box>37 121 1408 123</box>
social-list <box>271 1189 545 1359</box>
news-item <box>1079 1557 1326 1647</box>
article-paragraph: Αὔριον Σάββατον ὥραν 8ην π. μ. τελεσθήσεται τὸ ἐννεαήμερον μνημόσυνον τῆς ἀειμνήστου ἡμῶν συζύγου καὶ μητρὸς ἐν τῷ Ναῷ τοῦ Ἁγ. Γεωργίου (Καρύτση) ὅπου καλοῦμεν τοὺς συγγενεῖς καὶ φίλους. <box>271 1477 545 1552</box>
article-paragraph: Ἐπίσης εἰς Βιέννην συνελήφθη ὁ ἀναρχικὸς Ἀντώνιος Σαβιόστης ἐκ Ἀόβυγο, καὶ κατεδικάσθη εἰς ἑπταμηνὸν εἵρκτην, διότι ἐπεδοκίμασε τὴν δολοφονίαν τοῦ Οὐμβέρτου. <box>817 1257 1066 1332</box>
news-item <box>44 1896 262 2032</box>
news-item-kicker: Νερὸ καὶ φῶς <box>55 2354 185 2369</box>
news-item-kicker: — Ἐπὶ τῇ ἐξόδῳ <box>1090 1916 1206 1930</box>
article-paragraph: Μετὰ θορυβώδεις συζητήσεις ἐλέχθησαν κατὰ τῆς Κυβερνήσεως. Ἐν τέλει εἰσηγήθη ὁ κ. Τσερκάκης τὴν διάσπασιν τῆς συνεδριάσεως, ἵνα μὴ ἐκδοθῇ ψήφισμα διὰ τὸ ἀποτελέσματα τῆς Ἀμαλιάδος. <box>817 1703 1066 1793</box>
headline-grypari-action: Η ΑΡΑΣΙΣ <box>619 717 743 745</box>
divider <box>558 508 805 510</box>
article-paragraph: Συνεπείᾳ ἐντόνων παραστάσεων τῶν πρεσβευτῶν τῶν Δυνάμεων, ἡ βουλγαρικὴ Κυβέρνησις διετάχθη ν' ἀναβάλῃ ἢ νὰ ἀπαγορεύσῃ τελείως τὴν συγκρότησιν τοῦ Συνεδρίου τούτου. <box>817 983 1066 1057</box>
column-5 <box>1079 128 1326 2149</box>
article-paragraph: Ἐν Ἀθήναις τῇ 28ῃ Ἰουλίου 1900 <box>306 1616 509 1630</box>
divider <box>817 514 1066 516</box>
headline-prince-of-samos: ΗΓΕΜΩΝ ΤΗΣ ΣΑΜΟΥ <box>1105 285 1299 305</box>
telegram-tag: ΙΔΙΑΙΤΕΡΟΝ ΤΗΛΕΓΡ. ΤΟΥ «ΕΜΠΡΟΣ» <box>568 582 795 596</box>
column-2 <box>271 128 545 2076</box>
article-paragraph: παρακρατήσεως ἀπαγορεύει παραλαβὴν χλωρᾶς σταφίδος, ἐξ ἧς ρέει σιρόπιον. <box>1079 128 1326 157</box>
article-paragraph: Οἱ υἱοί — Θ. Κωνσταντινίδης <box>317 1684 498 1699</box>
news-item-kicker: — Ὁ ἰατρὸς κ. Θ. Ξανθούρη, <box>1090 1760 1326 1775</box>
article-paragraph: Ἐπίσης ἡ Ἑταιρία ἐδήλωσεν ὅτι, καὶ ἐὰν ὁ πόλεμος λήξῃ ταχέως, αὐτὴ ὅμως, ἕνεκα τῆς ἐν Εὐρώπῃ ἐπικρατούσης ἀνωμαλίας κατὰ τὸ Κινεζικὸν ζήτημα, δὲν θὰ προβῇ εἰς τὴν ἔναρξιν τῶν ἐργασιῶν, ἀλλὰ θὰ χρησιμοποιήσῃ ὁλόκληρον τὴν τριμηνίαν, τὴν χορηγουμένην εἰς αὐτὴν ὑπὸ τῆς συμβάσεως. <box>817 251 1066 385</box>
divider <box>1079 416 1326 418</box>
article-paragraph: ΒΑΡΙΕΤΕ. «Η Φαβορίτα» παρὰ τοῦ ἑλληνικοῦ μελοδράματος. <box>1079 1014 1326 1044</box>
headline-french-ambassador: ΓΑΛΛΟΣ ΠΡΕΣΒΕΥΤΗΣ <box>819 543 1064 567</box>
signature: Διαμαντῆς Οἰκονομόπουλος <box>321 1928 495 1943</box>
col1-intro <box>44 128 262 377</box>
news-item-text: τοῦ ὑπουργείου τῶν Ἐσωτερικῶν ἀνεκοινώθη ὅτι ἐφεκηρύχθησαν οἱ λησταὶ Α. Τσέλιος ἢ Τσακάλας, Ν. Πρασσᾶς καὶ Π. Καραχάλιος καὶ 1000 δρ. διὰ τὴν σύλληψιν ἢ τὸν φόνον αὐτῶν. <box>44 1145 262 1249</box>
article-paragraph: Ἀν. Κωνσταντινίδης — Π. Κωνσταντινίδης <box>275 1735 540 1749</box>
divider <box>558 1387 805 1389</box>
news-item-text: τῆς μετακομίσεως τοῦ ὑπὸ τὸν ἀριθ. 36 κατάστημα ΟΥ κ. Νικ. Βλάχου καὶ Ι. Μουτσοπούλου τὰ ὑπ' αὐτοῦ ἐκδιδόμενα τεύχη ἐπὶ τὴν μεταφορὰν διὰ τοῦ σημείου τῆς ἀπαιτήσεως διευκολύνουν τὴν μεταφορὰν διὰ τοῦ μισθοῦ. <box>1079 1916 1326 2020</box>
headline-memorial: ΜΝΗΜΟΣΥΝΟΝ <box>345 1457 471 1474</box>
news-item <box>44 1744 262 1894</box>
